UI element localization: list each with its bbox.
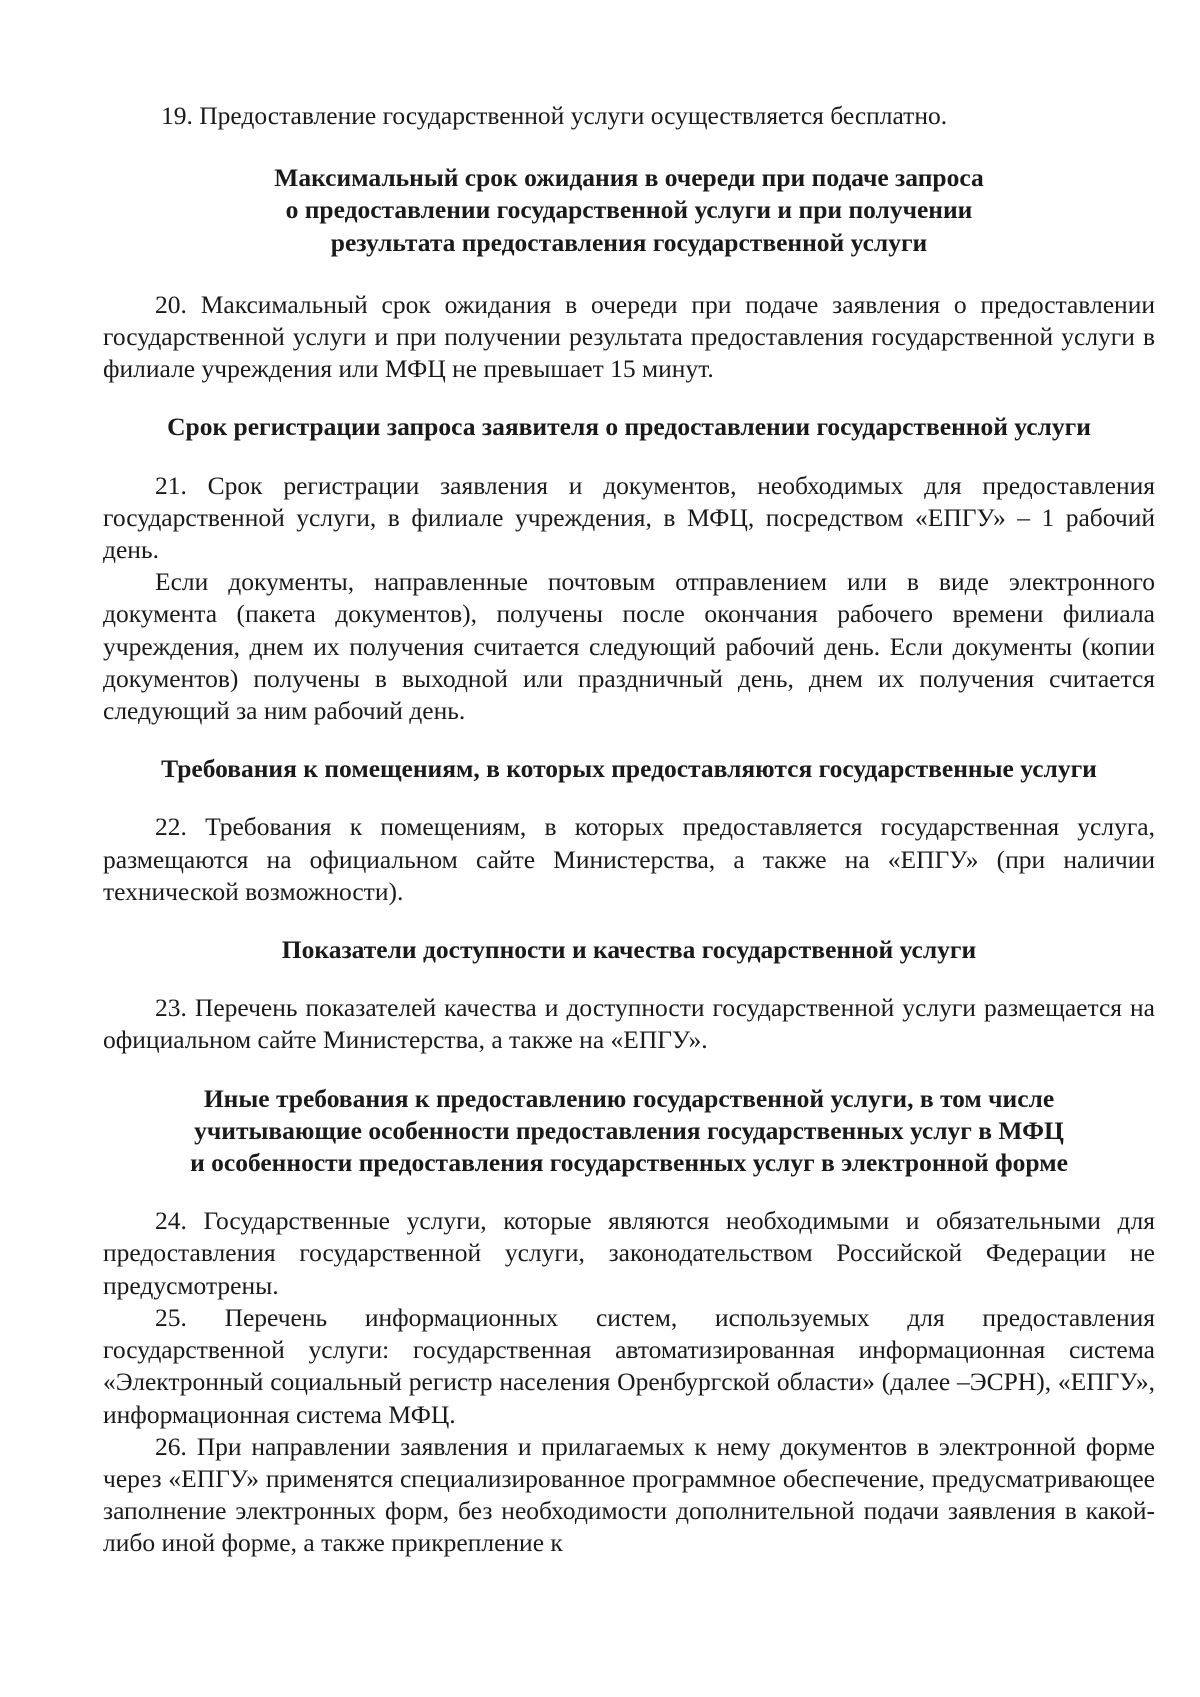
heading-registration-term: Срок регистрации запроса заявителя о предоставлении государственной услуги (167, 412, 1091, 442)
document-page (103, 100, 1155, 1560)
heading-line: учитывающие особенности предоставления государственных услуг в МФЦ (194, 1115, 1064, 1145)
paragraph-26: 26. При направлении заявления и прилагаемых к нему документов в электронной форме через «ЕПГУ» применятся специализированное программное обеспечение, предусматривающее заполнение электронных форм, без необходимости дополнительной подачи заявления в какой-либо иной форме, а также прикрепление к (103, 1431, 1155, 1558)
paragraph-25: 25. Перечень информационных систем, используемых для предоставления государственной услуги: государственная автоматизированная информационная система «Электронный социальный регистр населения Оренбургской области» (далее –ЭСРН), «ЕПГУ», информационная система МФЦ. (103, 1302, 1155, 1429)
heading-line: Максимальный срок ожидания в очереди при подаче запроса (274, 163, 984, 193)
heading-queue-wait-time (103, 162, 1155, 259)
paragraph-21-continued: Если документы, направленные почтовым отправлением или в виде электронного документа (пакета документов), получены после окончания рабочего времени филиала учреждения, днем их получения считается следующий рабочий день. Если документы (копии документов) получены в выходной или праздничный день, днем их получения считается следующий за ним рабочий день. (103, 567, 1155, 726)
paragraph-21: 21. Срок регистрации заявления и документов, необходимых для предоставления государственной услуги, в филиале учреждения, в МФЦ, посредством «ЕПГУ» – 1 рабочий день. (103, 470, 1155, 565)
paragraph-22: 22. Требования к помещениям, в которых предоставляется государственная услуга, размещаются на официальном сайте Министерства, а также на «ЕПГУ» (при наличии технической возможности). (103, 812, 1155, 906)
paragraph-23: 23. Перечень показателей качества и доступности государственной услуги размещается на официальном сайте Министерства, а также на «ЕПГУ». (103, 993, 1155, 1055)
paragraph-24: 24. Государственные услуги, которые являются необходимыми и обязательными для предоставления государственной услуги, законодательством Российской Федерации не предусмотрены. (103, 1206, 1155, 1300)
heading-line: о предоставлении государственной услуги и при получении (285, 195, 973, 225)
paragraph-19: 19. Предоставление государственной услуги осуществляется бесплатно. (161, 101, 948, 130)
heading-line: результата предоставления государственной услуги (330, 227, 928, 257)
heading-line: Иные требования к предоставлению государственной услуги, в том числе (203, 1083, 1055, 1113)
heading-other-requirements (95, 1083, 1163, 1180)
heading-premises-requirements: Требования к помещениям, в которых предоставляются государственные услуги (161, 754, 1097, 784)
heading-accessibility-indicators: Показатели доступности и качества государственной услуги (281, 935, 977, 965)
heading-line: и особенности предоставления государственных услуг в электронной форме (190, 1148, 1068, 1178)
paragraph-20: 20. Максимальный срок ожидания в очереди при подаче заявления о предоставлении государственной услуги и при получении результата предоставления государственной услуги в филиале учреждения или МФЦ не превышает 15 минут. (103, 289, 1155, 384)
